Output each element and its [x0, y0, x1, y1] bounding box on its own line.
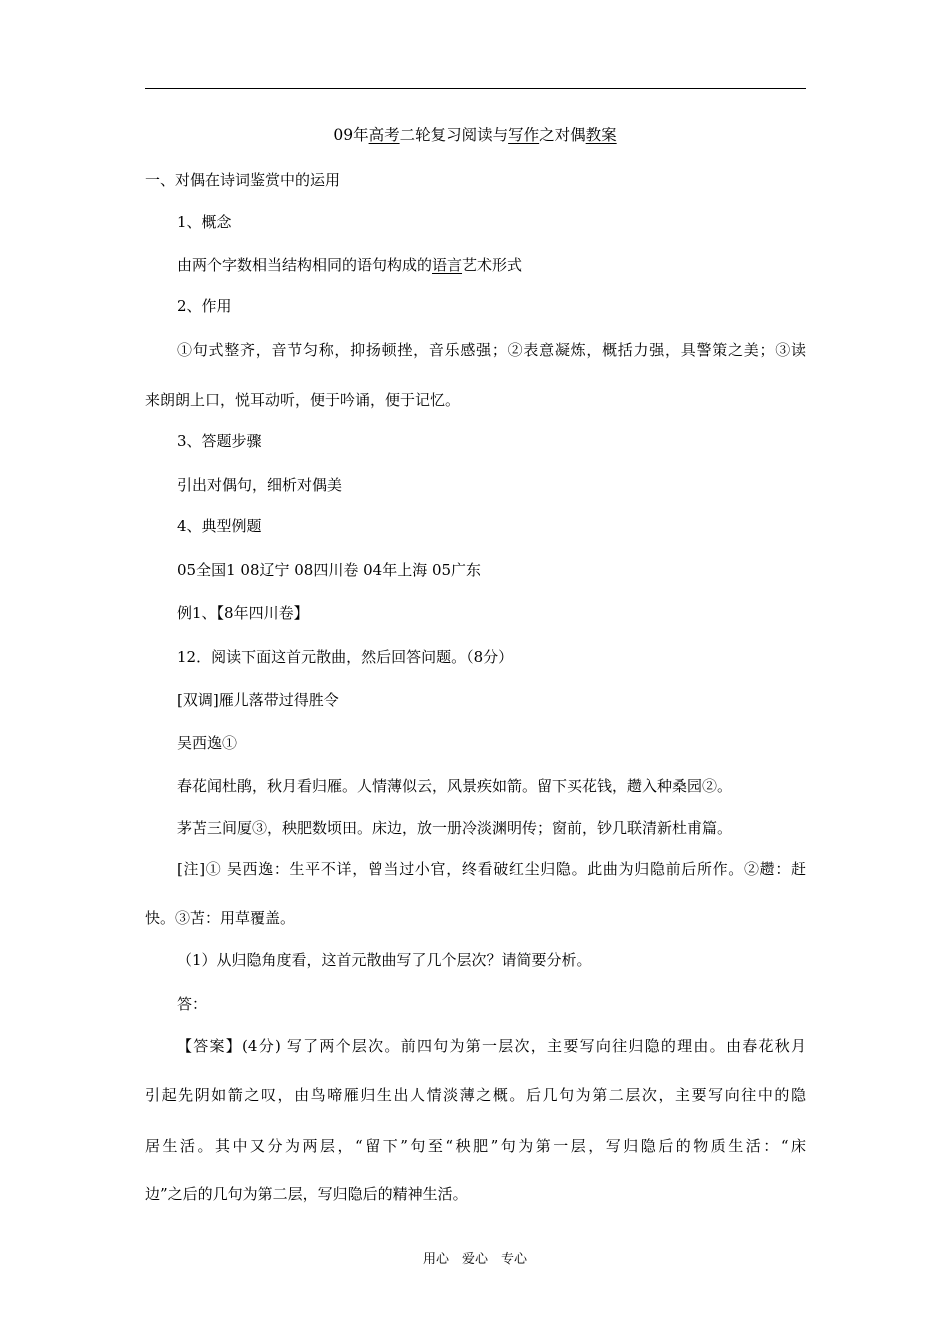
example-1-label: 例1、【8年四川卷】 — [177, 604, 309, 622]
title-link-xiezuo[interactable]: 写作 — [508, 126, 540, 144]
concept-heading: 1、概念 — [177, 213, 232, 231]
note-line-2: 快。③苫：用草覆盖。 — [145, 909, 296, 927]
question-text: 12．阅读下面这首元散曲，然后回答问题。（8分） — [177, 648, 514, 666]
concept-link-yuyan[interactable]: 语言 — [432, 256, 463, 274]
poem-title: [双调]雁儿落带过得胜令 — [177, 691, 339, 709]
function-text-line-1: ①句式整齐，音节匀称，抑扬顿挫，音乐感强；②表意凝炼，概括力强，具警策之美；③读 — [177, 341, 806, 359]
concept-text-a: 由两个字数相当结构相同的语句构成的 — [177, 256, 433, 274]
poem-author: 吴西逸① — [177, 734, 238, 752]
steps-heading: 3、答题步骤 — [177, 432, 262, 450]
examples-heading: 4、典型例题 — [177, 517, 262, 535]
section-heading: 一、对偶在诗词鉴赏中的运用 — [145, 171, 341, 189]
function-heading: 2、作用 — [177, 297, 232, 315]
function-text-line-2: 来朗朗上口，悦耳动听，便于吟诵，便于记忆。 — [145, 391, 461, 409]
header-rule — [145, 88, 806, 89]
title-text-3: 之对偶 — [539, 126, 586, 144]
examples-list: 05全国1 08辽宁 08四川卷 04年上海 05广东 — [177, 561, 482, 579]
answer-label: 答： — [177, 995, 208, 1013]
answer-line-2: 引起先阴如箭之叹，由鸟啼雁归生出人情淡薄之概。后几句为第二层次，主要写向往中的隐 — [145, 1086, 806, 1104]
answer-line-3: 居生活。其中又分为两层，“留下”句至“秧肥”句为第一层，写归隐后的物质生活：“床 — [145, 1137, 806, 1155]
title-text-1: 09年 — [333, 126, 369, 144]
title-link-jiaoan[interactable]: 教案 — [585, 126, 617, 144]
concept-text-b: 艺术形式 — [462, 256, 523, 274]
concept-text — [177, 255, 522, 275]
poem-line-1: 春花闻杜鹃，秋月看归雁。人情薄似云，风景疾如箭。留下买花钱，趱入种桑园②。 — [177, 777, 733, 795]
answer-line-4: 边”之后的几句为第二层，写归隐后的精神生活。 — [145, 1185, 468, 1203]
sub-question: （1）从归隐角度看，这首元散曲写了几个层次？请简要分析。 — [177, 951, 592, 969]
note-line-1: [注]① 吴西逸：生平不详，曾当过小官，终看破红尘归隐。此曲为归隐前后所作。②趱：赶 — [177, 860, 806, 878]
title-link-gaokao[interactable]: 高考 — [368, 126, 400, 144]
title-text-2: 二轮复习阅读与 — [399, 126, 509, 144]
document-title — [0, 125, 950, 145]
answer-line-1: 【答案】(4分) 写了两个层次。前四句为第一层次，主要写向往归隐的理由。由春花秋月 — [177, 1037, 806, 1055]
steps-text: 引出对偶句，细析对偶美 — [177, 476, 343, 494]
page-footer: 用心 爱心 专心 — [422, 1252, 527, 1267]
poem-line-2: 茅苫三间厦③，秧肥数顷田。床边，放一册冷淡渊明传；窗前，钞几联清新杜甫篇。 — [177, 819, 733, 837]
